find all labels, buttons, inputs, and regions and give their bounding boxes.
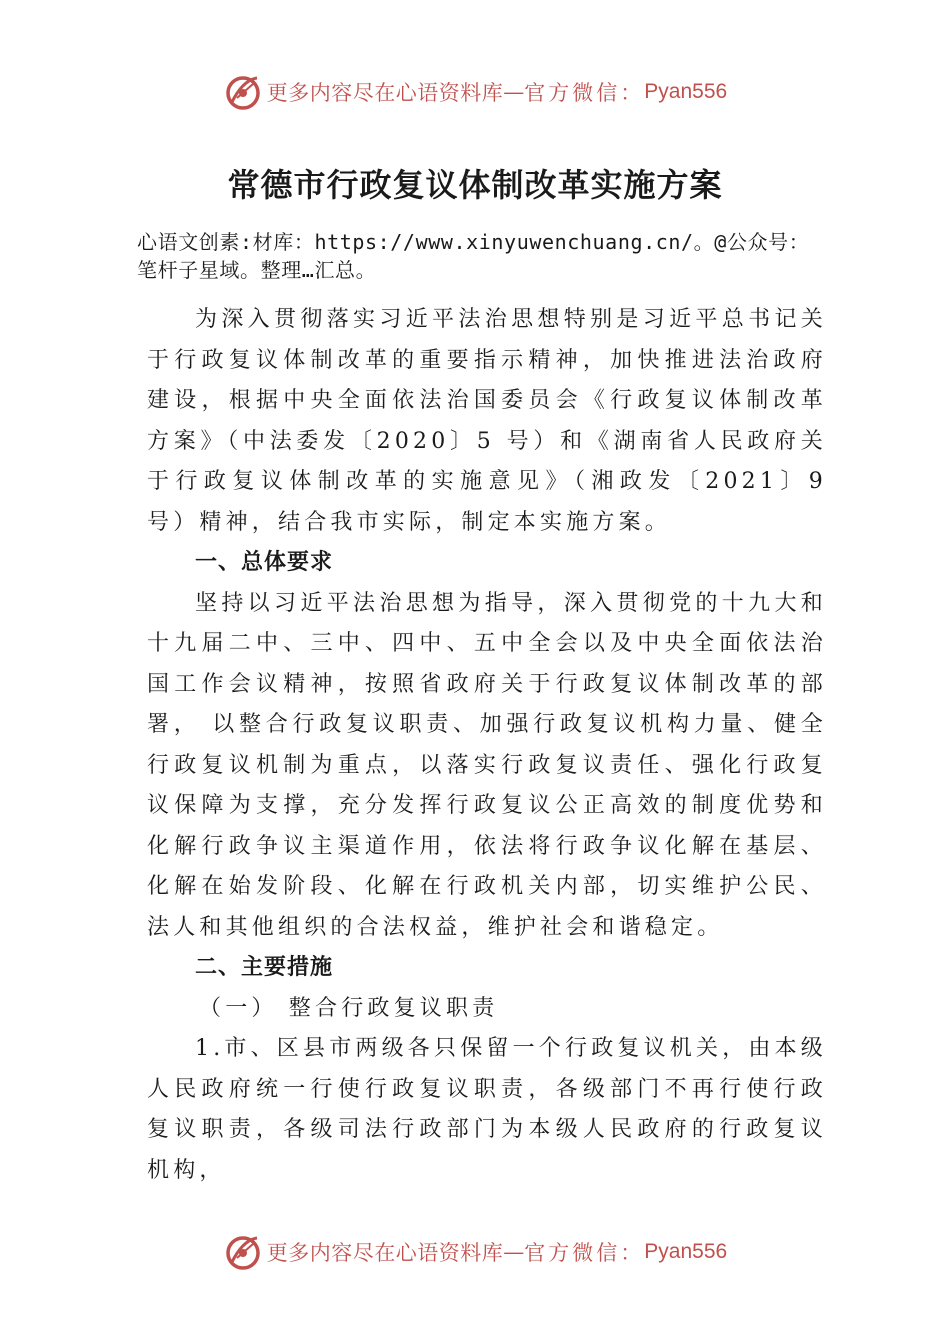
xinyu-logo-icon: [223, 72, 263, 112]
document-body: [147, 300, 827, 1191]
banner-dash: —: [503, 80, 525, 104]
banner-wechat-label: 官方微信：: [524, 81, 645, 105]
body-paragraph: 1.市、区县市两级各只保留一个行政复议机关，由本级人民政府统一行使行政复议职责，各级部门不再行使行政复议职责，各级司法行政部门为本级人民政府的行政复议机构，: [147, 1036, 827, 1183]
banner-text: 更多内容尽在心语资料库: [266, 81, 504, 105]
banner-wechat-id: Pyan556: [644, 80, 728, 103]
banner-wechat-label: 官方微信：: [524, 1241, 645, 1265]
banner-wechat-id: Pyan556: [644, 1240, 728, 1263]
body-paragraph: 坚持以习近平法治思想为指导，深入贯彻党的十九大和十九届二中、三中、四中、五中全会以及中央全面依法治国工作会议精神，按照省政府关于行政复议体制改革的部署， 以整合行政复议职责、加强行政复议机构力量、健全行政复议机制为重点，以落实行政复议责任、强化行政复议保障为支撑，充分发挥行政复议公正高效的制度优势和化解行政争议主渠道作用，依法将行政争议化解在基层、化解在始发阶段、化解在行政机关内部，切实维护公民、法人和其他组织的合法权益，维护社会和谐稳定。: [147, 590, 827, 940]
subsection-heading: （一） 整合行政复议职责: [199, 995, 499, 1021]
document-title: 常德市行政复议体制改革实施方案: [227, 166, 723, 204]
intro-paragraph: 为深入贯彻落实习近平法治思想特别是习近平总书记关于行政复议体制改革的重要指示精神，加快推进法治政府建设，根据中央全面依法治国委员会《行政复议体制改革方案》（中法委发〔2020〕5 号）和《湖南省人民政府关于行政复议体制改革的实施意见》（湘政发〔2021〕9 号）精神，结合我市实际，制定本实施方案。: [147, 307, 827, 535]
banner-dash: —: [503, 1240, 525, 1264]
section-heading-2: 二、主要措施: [195, 955, 334, 980]
header-banner: [0, 70, 950, 114]
banner-text: 更多内容尽在心语资料库: [266, 1241, 504, 1265]
xinyu-logo-icon: [223, 1232, 263, 1272]
source-note: 心语文创素:材库：https://www.xinyuwenchuang.cn/。@公众号：笔杆子星域。整理…汇总。: [137, 230, 810, 282]
section-heading-1: 一、总体要求: [195, 550, 334, 575]
footer-banner: [0, 1230, 950, 1274]
